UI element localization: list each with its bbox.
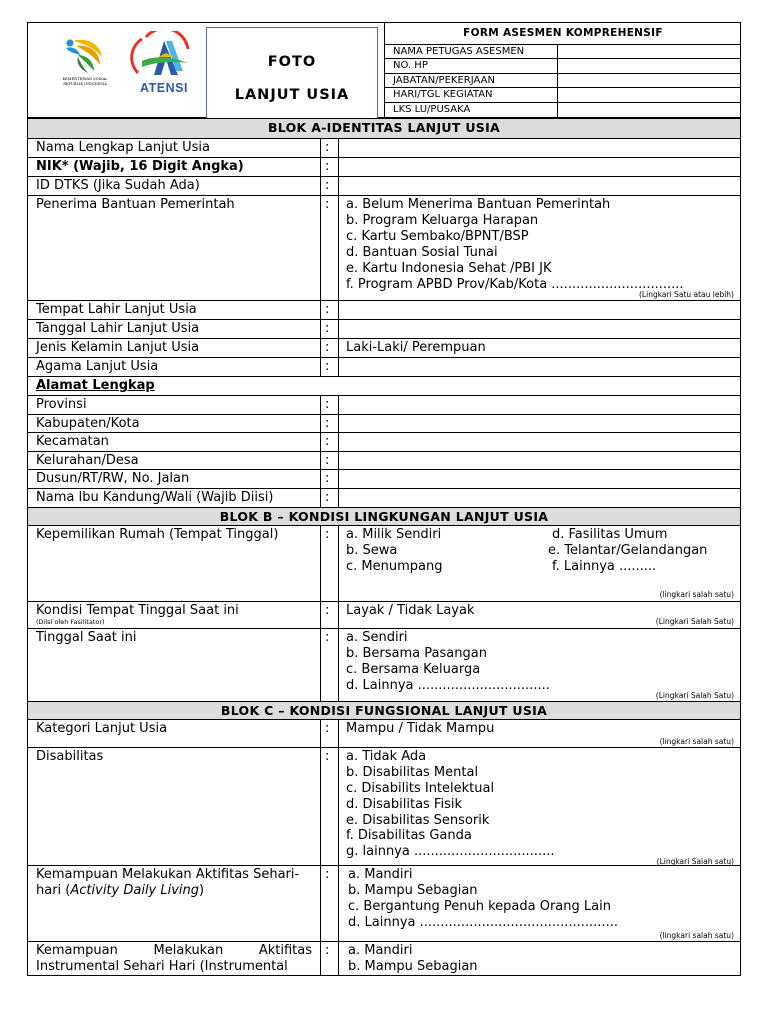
option-tinggal-b[interactable]: b. Bersama Pasangan (346, 646, 487, 661)
sub-kondisi: (Diisi oleh Fasilitator) (36, 618, 105, 626)
label-alamat: Alamat Lengkap (36, 378, 155, 393)
label-nama-lengkap: Nama Lengkap Lanjut Usia (36, 140, 211, 155)
option-kepemilikan-a[interactable]: a. Milik Sendiri (346, 527, 442, 542)
label-kecamatan: Kecamatan (36, 434, 109, 449)
info-row-tanggal[interactable] (385, 88, 741, 102)
info-label: JABATAN/PEKERJAAN (393, 74, 495, 86)
field-bantuan-pemerintah[interactable]: Penerima Bantuan Pemerintah : a. Belum Menerima Bantuan Pemerintah b. Program Keluarga Harapan c. Kartu Sembako/BPNT/BSP d. Bantuan Sosial Tunai e. Kartu Indonesia Sehat /PBI JK f. Program APBD Prov/Kab/Kota ................................ (Lingkari Satu atau lebih) (28, 195, 740, 300)
info-label: HARI/TGL KEGIATAN (393, 89, 493, 101)
option-iadl-b[interactable]: b. Mampu Sebagian (348, 959, 478, 974)
field-kelurahan[interactable]: Kelurahan/Desa : (28, 451, 740, 469)
blok-c-header (28, 701, 740, 719)
kemensos-logo (56, 33, 114, 107)
field-kondisi-tempat-tinggal[interactable]: Kondisi Tempat Tinggal Saat ini (Diisi oleh Fasilitator) : Layak / Tidak Layak (Lingkari Salah Satu) (28, 601, 740, 628)
option-adl-a[interactable]: a. Mandiri (348, 867, 413, 882)
info-label: NAMA PETUGAS ASESMEN (393, 46, 525, 57)
field-dusun[interactable]: Dusun/RT/RW, No. Jalan : (28, 469, 740, 488)
info-row-lks[interactable] (385, 103, 741, 117)
field-jenis-kelamin[interactable]: Jenis Kelamin Lanjut Usia : Laki-Laki/ Perempuan (28, 338, 740, 357)
form-header (27, 22, 741, 118)
info-label: LKS LU/PUSAKA (393, 103, 471, 115)
option-disabilitas-f[interactable]: f. Disabilitas Ganda (346, 828, 472, 843)
info-row-hp[interactable] (385, 59, 741, 73)
blok-b-title: BLOK B – KONDISI LINGKUNGAN LANJUT USIA (219, 509, 549, 524)
kemensos-emblem-icon (56, 33, 114, 77)
option-disabilitas-d[interactable]: d. Disabilitas Fisik (346, 797, 462, 812)
field-disabilitas[interactable]: Disabilitas : a. Tidak Ada b. Disabilitas Mental c. Disabilits Intelektual d. Disabilitas Fisik e. Disabilitas Sensorik f. Disabilitas Ganda g. lainnya .................................. (Lingkari Salah satu) (28, 747, 740, 865)
kemensos-text: KEMENTERIAN SOSIAL REPUBLIK INDONESIA (62, 77, 108, 86)
field-kepemilikan-rumah[interactable]: Kepemilikan Rumah (Tempat Tinggal) : a. Milik Sendiri b. Sewa c. Menumpang d. Fasilitas Umum e. Telantar/Gelandangan f. Lainnya ......... (lingkari salah satu) (28, 525, 740, 601)
field-tinggal-saat-ini[interactable]: Tinggal Saat ini : a. Sendiri b. Bersama Pasangan c. Bersama Keluarga d. Lainnya ................................ (Lingkari Salah Satu) (28, 628, 740, 701)
note-adl: (lingkari salah satu) (659, 931, 734, 940)
option-kepemilikan-d[interactable]: d. Fasilitas Umum (552, 527, 668, 542)
option-disabilitas-a[interactable]: a. Tidak Ada (346, 749, 427, 764)
label-disabilitas: Disabilitas (36, 749, 104, 764)
option-adl-b[interactable]: b. Mampu Sebagian (348, 883, 478, 898)
field-dtks[interactable]: ID DTKS (Jika Sudah Ada) : (28, 176, 740, 195)
blok-b-header (28, 507, 740, 525)
option-adl-d[interactable]: d. Lainnya ................................................ (348, 915, 618, 930)
option-bantuan-f[interactable]: f. Program APBD Prov/Kab/Kota ................................ (346, 277, 684, 292)
label-nik: NIK* (Wajib, 16 Digit Angka) (36, 159, 244, 174)
photo-box[interactable] (206, 27, 378, 123)
info-row-jabatan[interactable] (385, 74, 741, 88)
form-title: FORM ASESMEN KOMPREHENSIF (385, 23, 741, 45)
option-bantuan-e[interactable]: e. Kartu Indonesia Sehat /PBI JK (346, 261, 552, 276)
label-adl-2: hari (Activity Daily Living) (36, 883, 205, 898)
option-tinggal-a[interactable]: a. Sendiri (346, 630, 408, 645)
value-kategori[interactable]: Mampu / Tidak Mampu (346, 721, 495, 736)
option-iadl-a[interactable]: a. Mandiri (348, 943, 413, 958)
field-tempat-lahir[interactable]: Tempat Lahir Lanjut Usia : (28, 300, 740, 319)
alamat-heading-row (28, 376, 740, 395)
label-iadl: Kemampuan Melakukan Aktifitas Instrumental Sehari Hari (Instrumental (36, 943, 312, 974)
option-disabilitas-b[interactable]: b. Disabilitas Mental (346, 765, 479, 780)
photo-label-1: FOTO (267, 54, 317, 70)
label-kelurahan: Kelurahan/Desa (36, 453, 139, 468)
option-bantuan-d[interactable]: d. Bantuan Sosial Tunai (346, 245, 498, 260)
blok-c-title: BLOK C – KONDISI FUNGSIONAL LANJUT USIA (220, 703, 548, 718)
field-kecamatan[interactable]: Kecamatan : (28, 432, 740, 451)
note-kepemilikan: (lingkari salah satu) (659, 590, 734, 599)
label-dtks: ID DTKS (Jika Sudah Ada) (36, 178, 200, 193)
option-disabilitas-e[interactable]: e. Disabilitas Sensorik (346, 813, 490, 828)
field-nama-lengkap[interactable]: Nama Lengkap Lanjut Usia : (28, 138, 740, 157)
label-kondisi: Kondisi Tempat Tinggal Saat ini (36, 603, 239, 618)
option-kepemilikan-b[interactable]: b. Sewa (346, 543, 398, 558)
assessment-info-table (384, 23, 741, 117)
field-tanggal-lahir[interactable]: Tanggal Lahir Lanjut Usia : (28, 319, 740, 338)
option-bantuan-b[interactable]: b. Program Keluarga Harapan (346, 213, 539, 228)
note-kategori: (lingkari salah satu) (659, 737, 734, 746)
field-nik[interactable]: NIK* (Wajib, 16 Digit Angka) : (28, 157, 740, 176)
label-bantuan: Penerima Bantuan Pemerintah (36, 197, 235, 212)
field-kategori-lansia[interactable]: Kategori Lanjut Usia : Mampu / Tidak Mampu (lingkari salah satu) (28, 719, 740, 747)
value-jenis-kelamin[interactable]: Laki-Laki/ Perempuan (346, 340, 486, 355)
label-tempat-lahir: Tempat Lahir Lanjut Usia (36, 302, 197, 317)
field-kabupaten[interactable]: Kabupaten/Kota : (28, 414, 740, 432)
label-kepemilikan: Kepemilikan Rumah (Tempat Tinggal) (36, 527, 279, 542)
note-kondisi: (Lingkari Salah Satu) (655, 617, 734, 626)
atensi-logo (128, 31, 198, 105)
label-tanggal-lahir: Tanggal Lahir Lanjut Usia (36, 321, 200, 336)
option-kepemilikan-e[interactable]: e. Telantar/Gelandangan (548, 543, 708, 558)
label-ibu-kandung: Nama Ibu Kandung/Wali (Wajib Diisi) (36, 490, 274, 505)
blok-a-header (28, 119, 740, 138)
note-disabilitas: (Lingkari Salah satu) (656, 857, 734, 866)
option-disabilitas-g[interactable]: g. lainnya .................................. (346, 844, 555, 859)
atensi-emblem-icon (128, 31, 198, 83)
option-bantuan-a[interactable]: a. Belum Menerima Bantuan Pemerintah (346, 197, 611, 212)
label-provinsi: Provinsi (36, 397, 87, 412)
field-provinsi[interactable]: Provinsi : (28, 395, 740, 414)
label-jenis-kelamin: Jenis Kelamin Lanjut Usia (36, 340, 200, 355)
info-row-petugas[interactable] (385, 45, 741, 59)
field-ibu-kandung[interactable]: Nama Ibu Kandung/Wali (Wajib Diisi) : (28, 488, 740, 507)
label-kategori: Kategori Lanjut Usia (36, 721, 168, 736)
photo-label-2: LANJUT USIA (234, 87, 350, 103)
field-agama[interactable]: Agama Lanjut Usia : (28, 357, 740, 376)
label-kabupaten: Kabupaten/Kota (36, 416, 140, 431)
field-adl[interactable]: Kemampuan Melakukan Aktifitas Sehari- hari (Activity Daily Living) : a. Mandiri b. Mampu Sebagian c. Bergantung Penuh kepada Orang Lain d. Lainnya ................................................ (lingkari salah satu) (28, 865, 740, 941)
note-tinggal: (Lingkari Salah Satu) (655, 691, 734, 700)
option-kepemilikan-c[interactable]: c. Menumpang (346, 559, 443, 574)
label-agama: Agama Lanjut Usia (36, 359, 159, 374)
option-bantuan-c[interactable]: c. Kartu Sembako/BPNT/BSP (346, 229, 529, 244)
assessment-form (27, 118, 741, 976)
note-bantuan: (Lingkari Satu atau lebih) (639, 290, 734, 299)
option-tinggal-c[interactable]: c. Bersama Keluarga (346, 662, 481, 677)
label-adl-1: Kemampuan Melakukan Aktifitas Sehari- (36, 867, 300, 882)
option-kepemilikan-f[interactable]: f. Lainnya ......... (552, 559, 657, 574)
label-tinggal: Tinggal Saat ini (36, 630, 137, 645)
option-disabilitas-c[interactable]: c. Disabilits Intelektual (346, 781, 495, 796)
option-tinggal-d[interactable]: d. Lainnya ................................ (346, 678, 550, 693)
value-kondisi[interactable]: Layak / Tidak Layak (346, 603, 475, 618)
atensi-text: ATENSI (140, 81, 188, 95)
option-adl-c[interactable]: c. Bergantung Penuh kepada Orang Lain (348, 899, 611, 914)
blok-a-title: BLOK A-IDENTITAS LANJUT USIA (267, 120, 501, 135)
logo-area (28, 23, 206, 117)
label-dusun: Dusun/RT/RW, No. Jalan (36, 471, 190, 486)
info-label: NO. HP (393, 60, 428, 72)
field-iadl[interactable]: Kemampuan Melakukan Aktifitas Instrumental Sehari Hari (Instrumental : a. Mandiri b. Mampu Sebagian (28, 941, 740, 976)
